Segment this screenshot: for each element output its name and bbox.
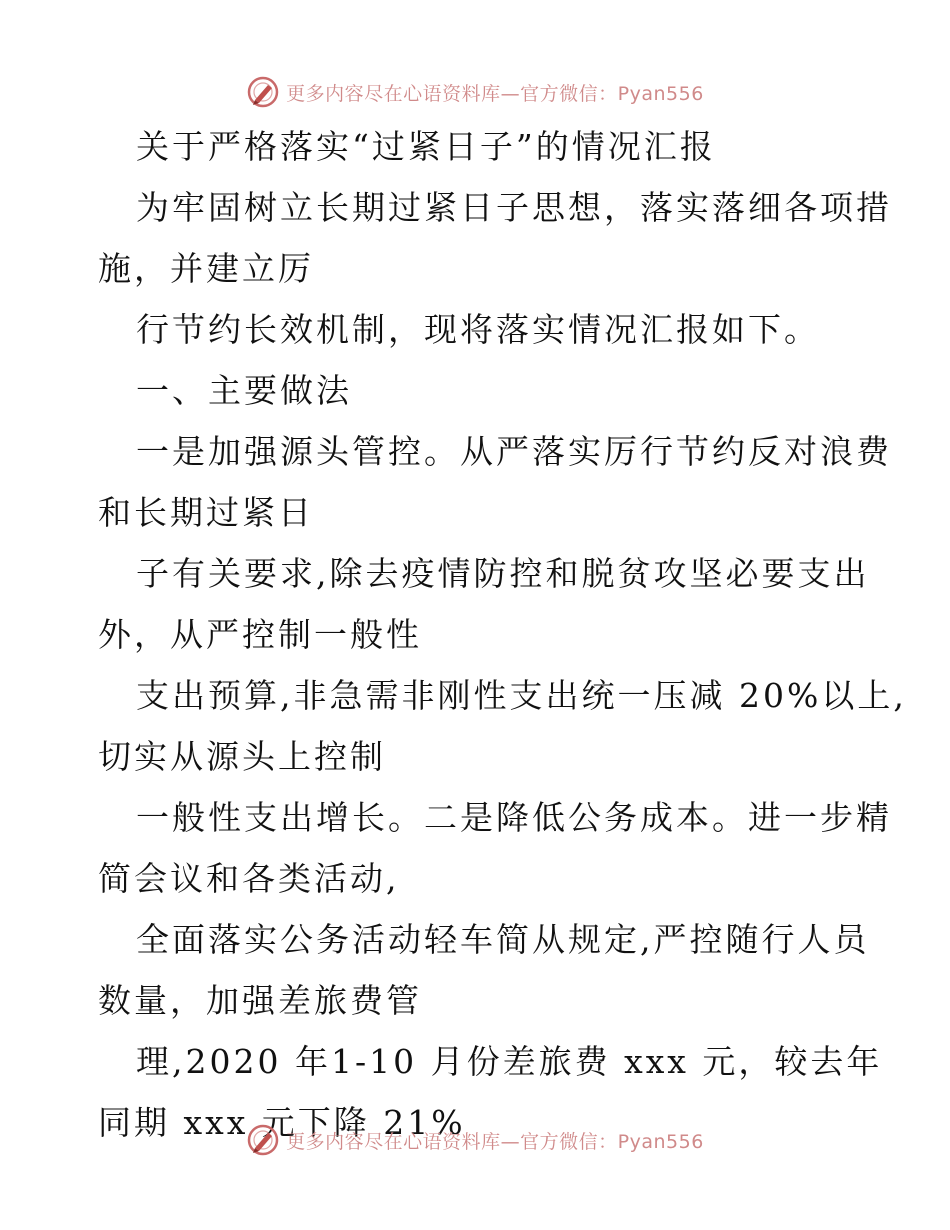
paragraph-line: 为牢固树立长期过紧日子思想，落实落细各项措 [136, 188, 892, 227]
paragraph-line: 行节约长效机制，现将落实情况汇报如下。 [136, 310, 820, 349]
paragraph-line: 子有关要求,除去疫情防控和脱贫攻坚必要支出 [136, 554, 870, 593]
watermark-text: 更多内容尽在心语资料库—官方微信：Pyan556 [286, 1130, 704, 1153]
paragraph-line: 一是加强源头管控。从严落实厉行节约反对浪费 [136, 432, 892, 471]
paragraph-line: 外，从严控制一般性 [98, 615, 422, 654]
paragraph-line: 数量，加强差旅费管 [98, 981, 422, 1020]
pen-circle-logo-icon [246, 1123, 280, 1157]
paragraph-line: 施，并建立厉 [98, 249, 314, 288]
paragraph-line: 一般性支出增长。二是降低公务成本。进一步精 [136, 798, 892, 837]
paragraph-line: 全面落实公务活动轻车简从规定,严控随行人员 [136, 920, 870, 959]
watermark-text: 更多内容尽在心语资料库—官方微信：Pyan556 [286, 82, 704, 105]
paragraph-line: 简会议和各类活动, [98, 859, 400, 898]
section-heading: 一、主要做法 [136, 371, 352, 410]
document-title: 关于严格落实“过紧日子”的情况汇报 [136, 127, 716, 166]
paragraph-line: 同期 xxx 元下降 21% [98, 1103, 466, 1142]
paragraph-line: 和长期过紧日 [98, 493, 314, 532]
document-body [98, 116, 907, 1153]
paragraph-line: 支出预算,非急需非刚性支出统一压减 20%以上, [136, 676, 907, 715]
paragraph-line: 切实从源头上控制 [98, 737, 386, 776]
watermark-banner-top [0, 72, 950, 112]
pen-circle-logo-icon [246, 75, 280, 109]
watermark-banner-bottom [0, 1120, 950, 1160]
paragraph-line: 理,2020 年1-10 月份差旅费 xxx 元，较去年 [136, 1042, 883, 1081]
